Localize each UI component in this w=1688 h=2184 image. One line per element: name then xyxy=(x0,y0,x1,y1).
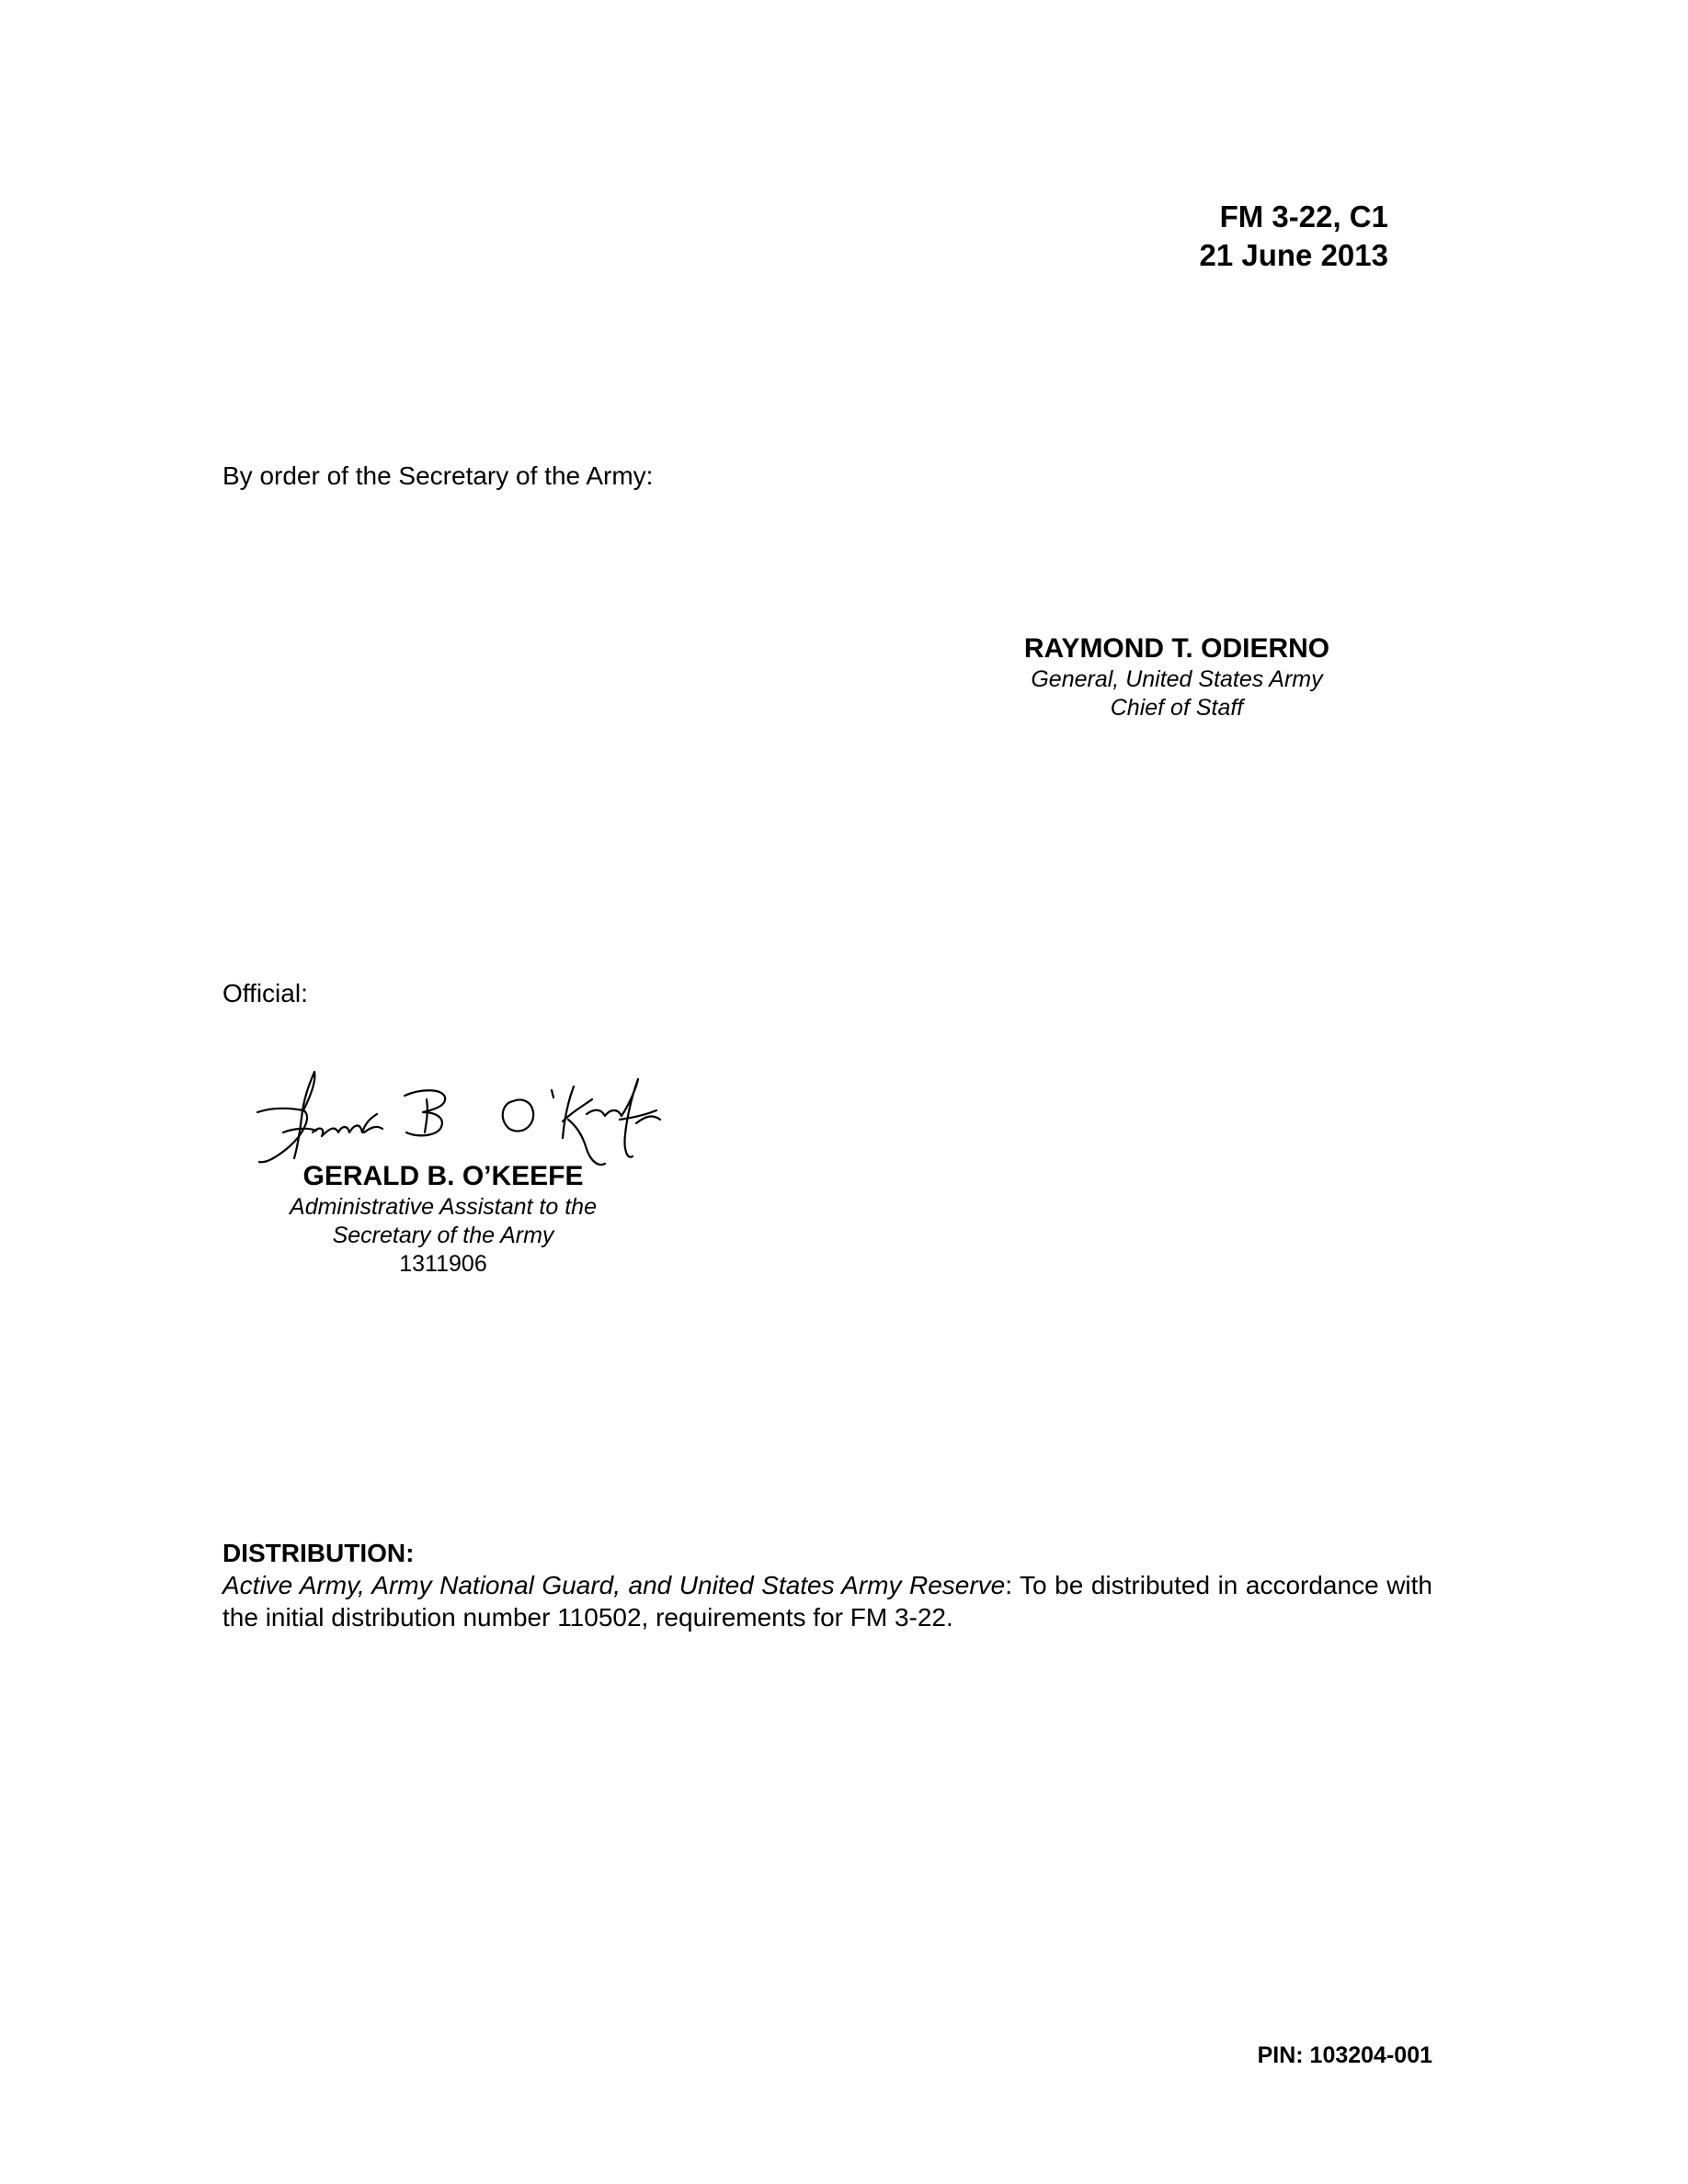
publication-header xyxy=(1200,198,1388,275)
official-label: Official: xyxy=(222,979,308,1007)
distribution-text xyxy=(222,1569,1432,1633)
distribution-heading: DISTRIBUTION: xyxy=(222,1539,415,1567)
authentication-number: 1311906 xyxy=(399,1251,487,1277)
distribution-instructions: : To be distributed in accordance with the initial distribution number 110502, requirements for FM 3-22. xyxy=(222,1571,1432,1632)
signer-title-line-2: Chief of Staff xyxy=(1110,695,1244,721)
distribution-section xyxy=(222,1537,1432,1633)
signer-title-line-1: General, United States Army xyxy=(1031,666,1323,692)
signer-title-line-1: Administrative Assistant to the xyxy=(290,1194,597,1220)
publication-date: 21 June 2013 xyxy=(1199,238,1388,272)
signer-title-line-2: Secretary of the Army xyxy=(332,1223,554,1248)
handwritten-signature xyxy=(256,1068,688,1171)
distribution-lead: Active Army, Army National Guard, and United States Army Reserve xyxy=(222,1571,1006,1599)
pin-number: PIN: 103204-001 xyxy=(1257,2042,1432,2068)
administrative-assistant-signature-block xyxy=(241,1160,645,1279)
publication-number: FM 3-22, C1 xyxy=(1219,199,1388,233)
order-statement: By order of the Secretary of the Army: xyxy=(222,461,654,490)
signer-name: GERALD B. O’KEEFE xyxy=(302,1161,584,1191)
chief-of-staff-signature-block xyxy=(956,632,1397,722)
signer-name: RAYMOND T. ODIERNO xyxy=(1023,633,1330,664)
